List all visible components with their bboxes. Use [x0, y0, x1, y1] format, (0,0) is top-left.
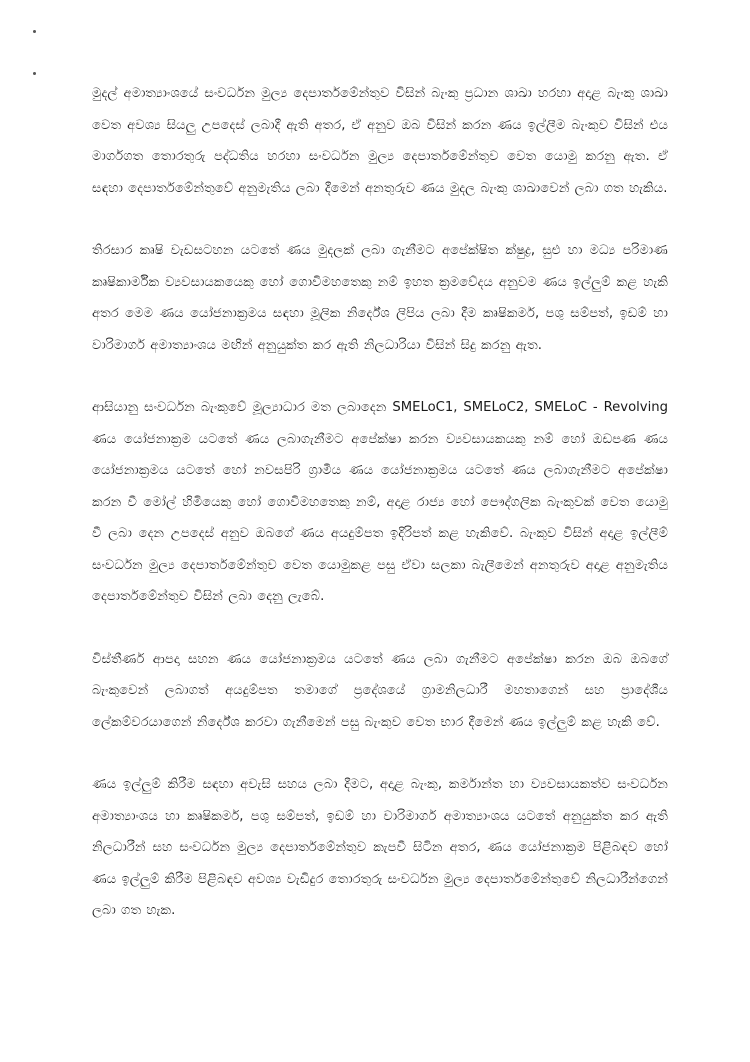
scan-mark-lower — [33, 72, 36, 75]
paragraph-bank-application-process: මුදල් අමාත්‍යාංශයේ සංවර්ධන මුල්‍ය දෙපාර්තමේන්තුව විසින් බැංකු ප්‍රධාන ශාඛා හරහා අදාළ බැංකු ශාඛා වෙත අවශ්‍ය සියලු උපදෙස් ලබාදී ඇති අතර, ඒ අනුව ඔබ විසින් කරන ණය ඉල්ලීම බැංකුව විසින් එය මාර්ගගත තොරතුරු පද්ධතිය හරහා සංවර්ධන මුල්‍ය දෙපාර්තමේන්තුව වෙත යොමු කරනු ඇත. ඒ සඳහා දෙපාර්තමේන්තුවේ අනුමැතිය ලබා දීමෙන් අනතුරුව ණය මුදල බැංකු ශාඛාවෙන් ලබා ගත හැකිය. — [92, 86, 668, 196]
paragraph-support-contacts: ණය ඉල්ලුම් කිරීම සඳහා අවැසි සහය ලබා දීමට, අදාළ බැංකු, කර්මාන්ත හා ව්‍යවසායකත්ව සංවර්ධන අමාත්‍යාංශය හා කෘෂිකර්ම, පශු සම්පත්, ඉඩම් හා වාරිමාර්ග අමාත්‍යාංශය යටතේ අනුයුක්ත කර ඇති නිලධාරීන් සහ සංවර්ධන මුල්‍ය දෙපාර්තමේන්තුව කැපවී සිටින අතර, ණය යෝජනාක්‍රම පිළිබඳව හෝ ණය ඉල්ලුම් කිරීම පිළිබඳව අවශ්‍ය වැඩිදුර තොරතුරු සංවර්ධන මුල්‍ය දෙපාර්තමේන්තුවේ නිලධාරීන්ගෙන් ලබා ගත හැක. — [92, 777, 668, 918]
document-body — [92, 78, 668, 927]
paragraph-adb-loan-schemes: ආසියානු සංවර්ධන බැංකුවේ මූල්‍යාධාර මත ලබාදෙන SMELoC1, SMELoC2, SMELoC - Revolving ණය යෝජනාක්‍රම යටතේ ණය ලබාගැනීමට අපේක්ෂා කරන ව්‍යවසායකයකු නම් හෝ ඔඩපණ ණය යෝජනාක්‍රමය යටතේ හෝ නවසපිරි ග්‍රාමීය ණය යෝජනාක්‍රමය යටතේ ණය ලබාගැනීමට අපේක්ෂා කරන වී මෝල් හිමියෙකු හෝ ගොවිමහතෙකු නම්, අදාළ රාජ්‍ය හෝ පෞද්ගලික බැංකුවක් වෙත යොමු වී ලබා දෙන උපදෙස් අනුව ඔබගේ ණය අයදුම්පත ඉදිරිපත් කළ හැකිවේ. බැංකුව විසින් අදාළ ඉල්ලීම් සංවර්ධන මුල්‍ය දෙපාර්තමේන්තුව වෙත යොමුකළ පසු ඒවා සලකා බැලීමෙන් අනතුරුව අදාළ අනුමැතිය දෙපාර්තමේන්තුව විසින් ලබා දෙනු ලැබේ. — [92, 400, 668, 604]
scan-mark-top — [33, 30, 36, 33]
paragraph-disaster-relief-loan: විස්තීර්ණ ආපදා සහන ණය යෝජනාක්‍රමය යටතේ ණය ලබා ගැනීමට අපේක්ෂා කරන ඔබ ඔබගේ බැංකුවෙන් ලබාගත් අයදුම්පත තමාගේ ප්‍රදේශයේ ග්‍රාමනිලධාරී මහතාගෙන් සහ ප්‍රාදේශීය ලේකම්වරයාගෙන් නිර්දේශ කරවා ගැනීමෙන් පසු බැංකුව වෙත භාර දීමෙන් ණය ඉල්ලුම් කළ හැකි වේ. — [92, 651, 668, 730]
paragraph-agricultural-loan: තිරසාර කෘෂි වැඩසටහන යටතේ ණය මුදලක් ලබා ගැනීමට අපේක්ෂිත ක්ෂුද්‍ර, සුළු හා මධ්‍ය පරිමාණ කෘෂිකාර්මික ව්‍යවසායකයෙකු හෝ ගොවිමහතෙකු නම් ඉහත ක්‍රමවේදය අනුවම ණය ඉල්ලුම් කළ හැකි අතර මෙම ණය යෝජනාක්‍රමය සඳහා මූලික නිර්දේශ ලිපිය ලබා දීම කෘෂිකර්ම, පශු සම්පත්, ඉඩම් හා වාරිමාර්ග අමාත්‍යාංශය මඟින් අනුයුක්ත කර ඇති නිලධාරියා විසින් සිදු කරනු ඇත. — [92, 243, 668, 353]
